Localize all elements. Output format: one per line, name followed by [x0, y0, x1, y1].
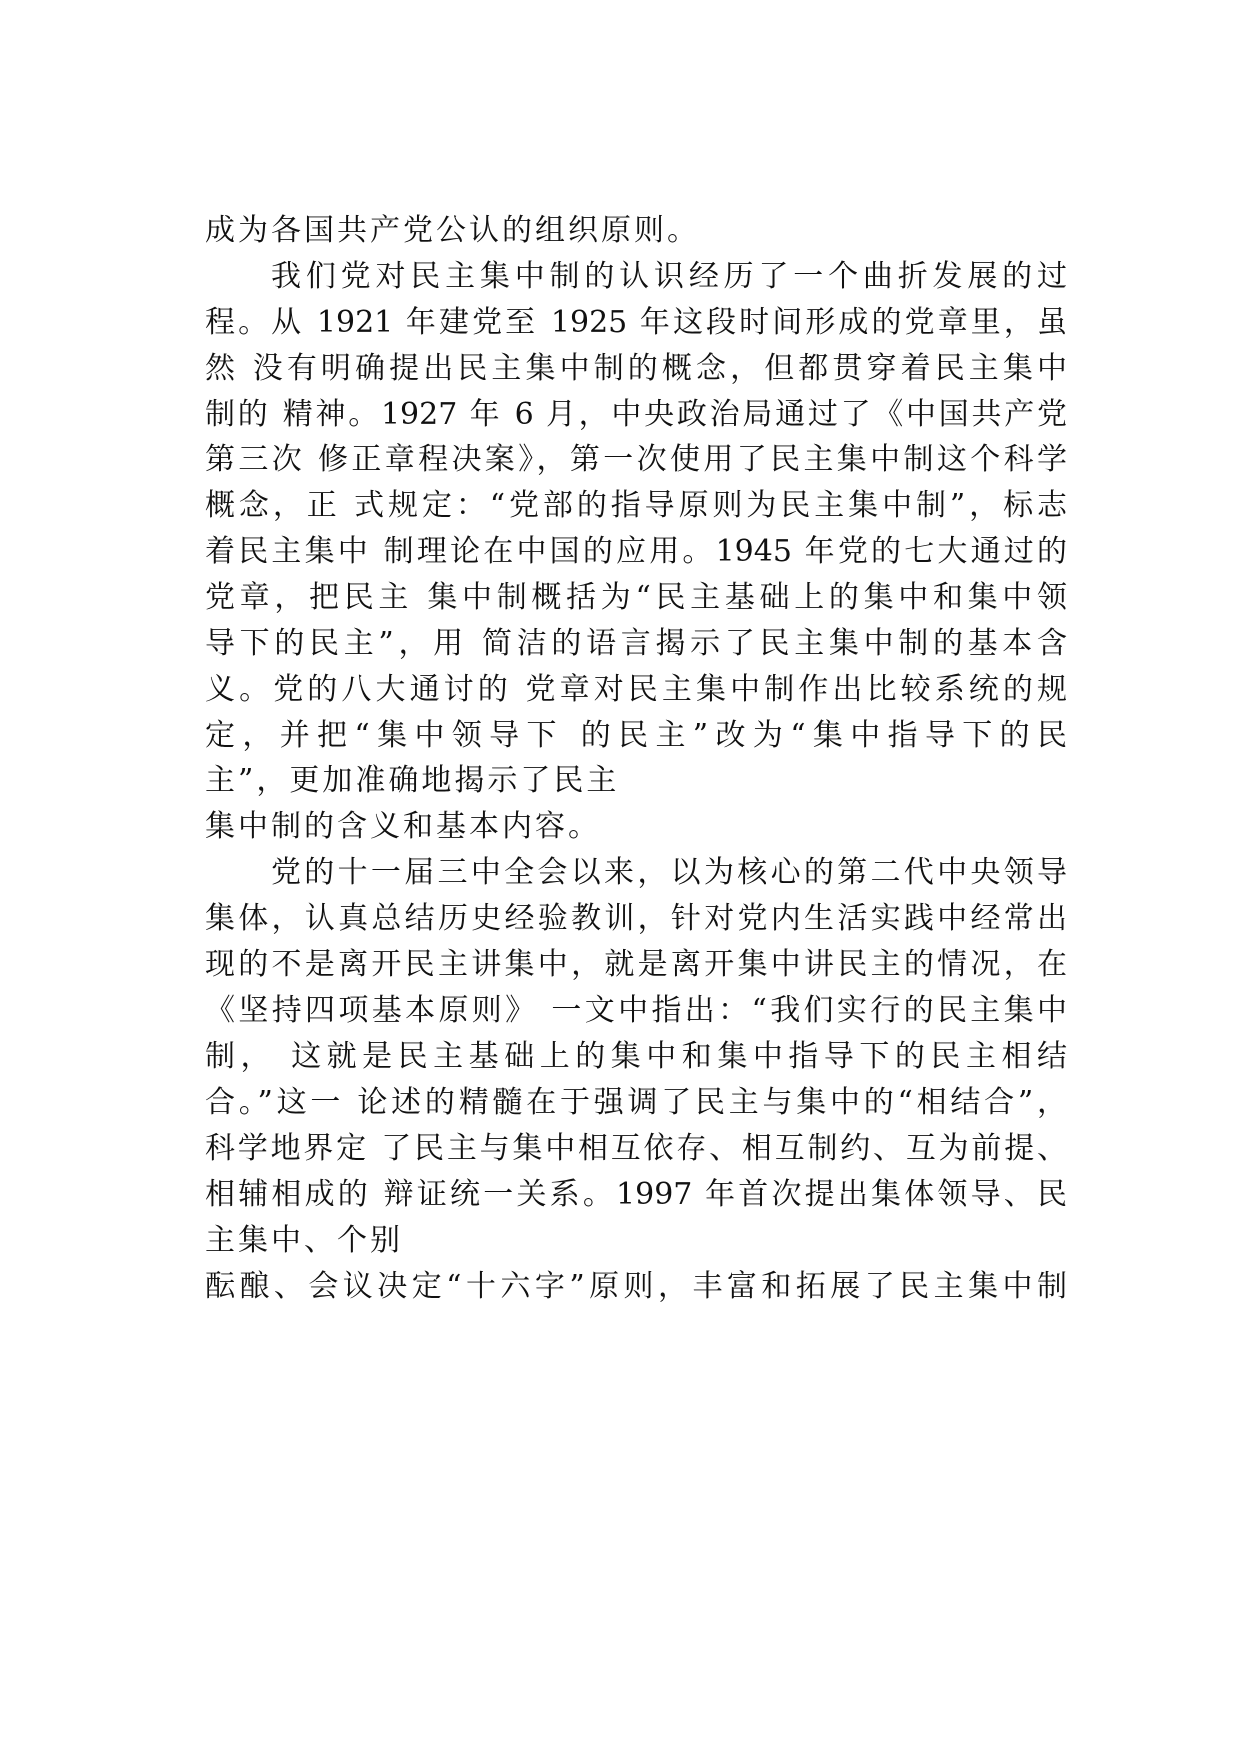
- text-line: 我们党对民主集中制的认识经历了一个曲折发展的过: [271, 259, 1067, 294]
- text-line: 《坚持四项基本原则》 一文中指出：“我们实行的民主集中: [205, 993, 1067, 1028]
- text-line: 着民主集中 制理论在中国的应用。1945 年党的七大通过的: [205, 534, 1067, 569]
- text-line: 党的十一届三中全会以来，以为核心的第二代中央领导: [271, 855, 1067, 890]
- text-line: 酝酿、会议决定“十六字”原则，丰富和拓展了民主集中制: [205, 1269, 1067, 1304]
- text-line: 制的 精神。1927 年 6 月，中央政治局通过了《中国共产党: [205, 397, 1067, 432]
- text-line: 导下的民主”，用 简洁的语言揭示了民主集中制的基本含: [205, 626, 1067, 661]
- text-line: 集体，认真总结历史经验教训，针对党内生活实践中经常出: [205, 901, 1067, 936]
- text-line: 主集中、个别: [205, 1223, 403, 1258]
- text-line: 党章，把民主 集中制概括为“民主基础上的集中和集中领: [205, 580, 1067, 615]
- text-line: 现的不是离开民主讲集中，就是离开集中讲民主的情况，在: [205, 947, 1067, 982]
- text-line: 主”，更加准确地揭示了民主: [205, 763, 620, 798]
- text-line: 第三次 修正章程决案》，第一次使用了民主集中制这个科学: [205, 442, 1067, 477]
- text-line: 程。从 1921 年建党至 1925 年这段时间形成的党章里，虽: [205, 305, 1067, 340]
- text-line: 然 没有明确提出民主集中制的概念，但都贯穿着民主集中: [205, 351, 1067, 386]
- text-line: 定，并把“集中领导下 的民主”改为“集中指导下的民: [205, 718, 1067, 753]
- text-line: 合。”这一 论述的精髓在于强调了民主与集中的“相结合”，: [205, 1085, 1067, 1120]
- text-line: 概念，正 式规定：“党部的指导原则为民主集中制”，标志: [205, 488, 1067, 523]
- text-line: 制， 这就是民主基础上的集中和集中指导下的民主相结: [205, 1039, 1067, 1074]
- text-line: 相辅相成的 辩证统一关系。1997 年首次提出集体领导、民: [205, 1177, 1067, 1212]
- text-line: 科学地界定 了民主与集中相互依存、相互制约、互为前提、: [205, 1131, 1067, 1166]
- text-line: 成为各国共产党公认的组织原则。: [205, 213, 700, 248]
- text-line: 集中制的含义和基本内容。: [205, 809, 601, 844]
- text-line: 义。党的八大通讨的 党章对民主集中制作出比较系统的规: [205, 672, 1067, 707]
